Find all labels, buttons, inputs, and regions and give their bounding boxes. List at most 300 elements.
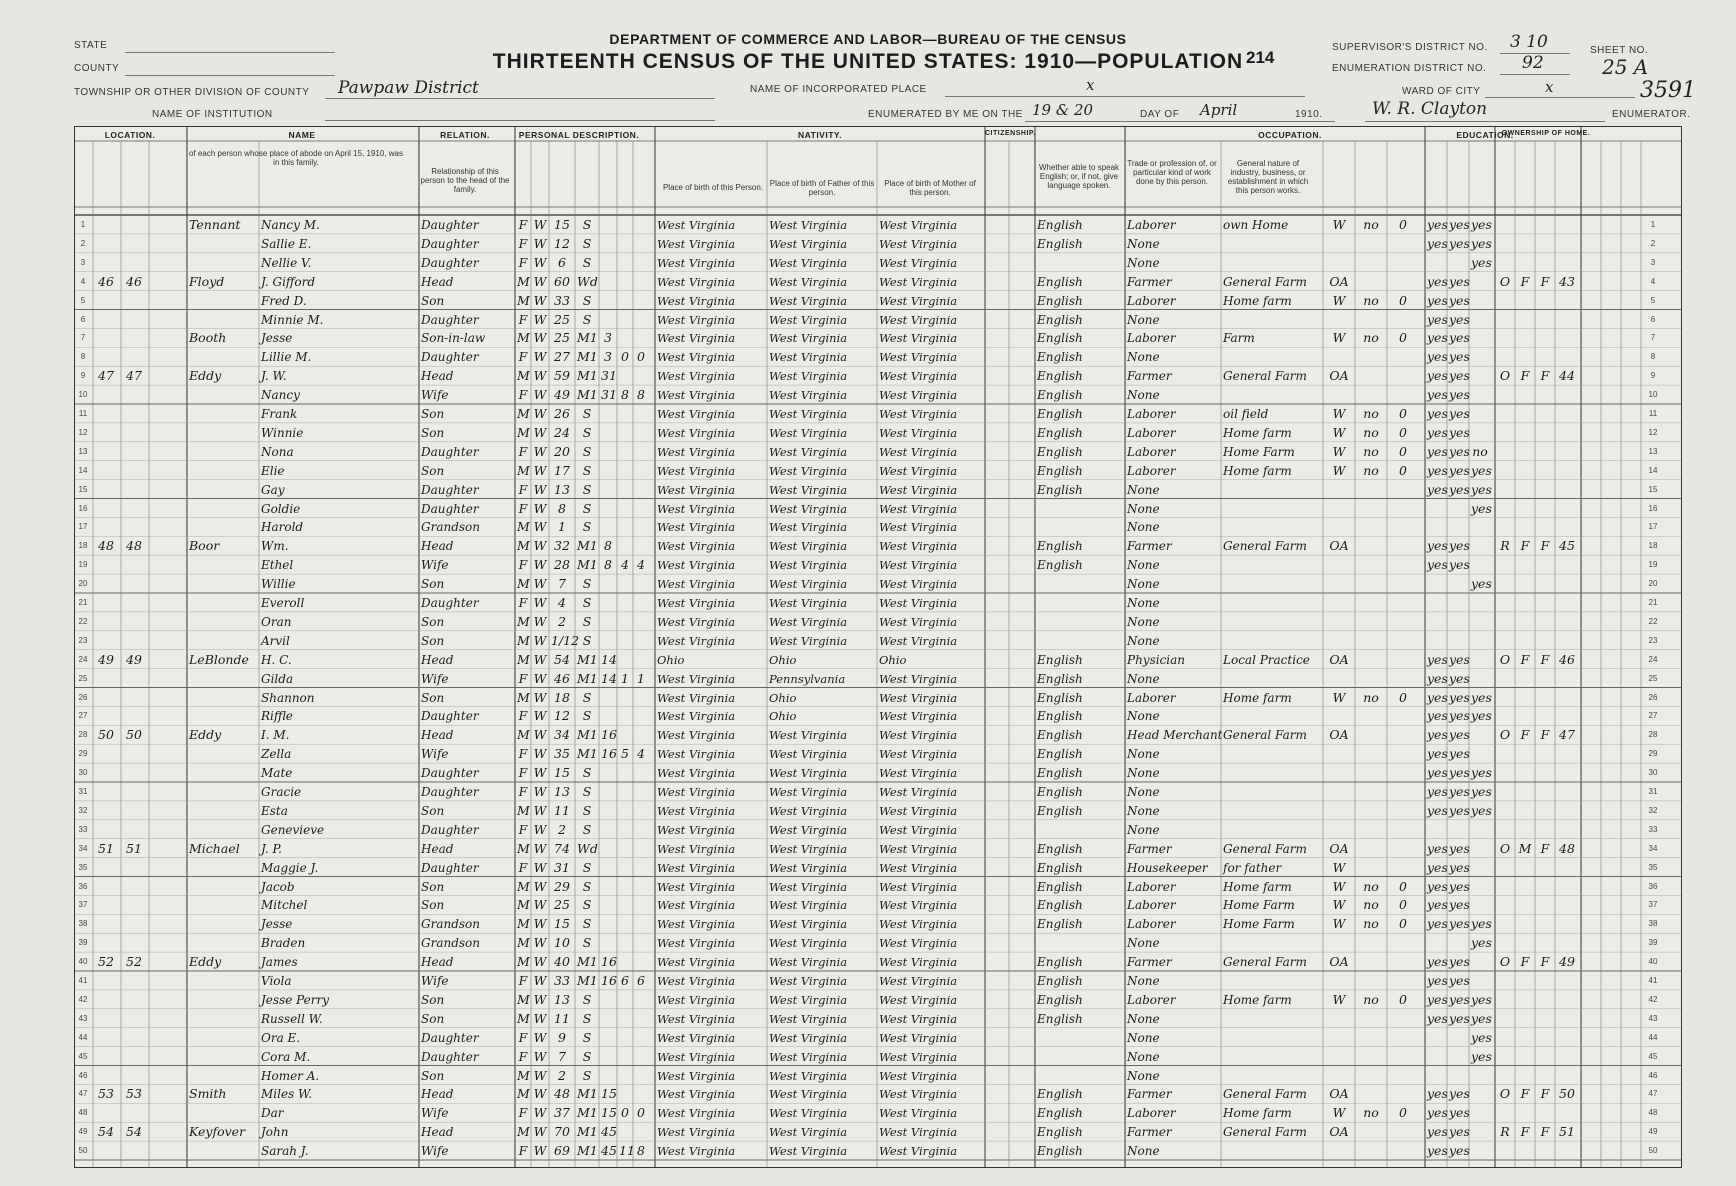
cell-dw bbox=[95, 1010, 117, 1028]
cell-fam bbox=[123, 556, 145, 574]
cell-fbp: West Virginia bbox=[769, 482, 848, 497]
line-number: 41 bbox=[78, 976, 88, 985]
cell-sex: F bbox=[518, 235, 528, 251]
cell-sex: F bbox=[518, 821, 528, 837]
table-row bbox=[75, 462, 1681, 480]
cell-given: Zella bbox=[261, 747, 292, 762]
cell-given: Nancy bbox=[261, 388, 300, 403]
cell-write bbox=[1449, 821, 1467, 839]
cell-read: yes bbox=[1427, 217, 1448, 232]
cell-bp: West Virginia bbox=[657, 369, 736, 384]
cell-fbp: West Virginia bbox=[769, 860, 848, 875]
cell-oow bbox=[1357, 764, 1385, 782]
cell-write: yes bbox=[1449, 991, 1470, 1007]
cell-race: W bbox=[533, 557, 547, 573]
cell-surname bbox=[189, 764, 255, 782]
cell-yrs: 16 bbox=[601, 746, 617, 762]
cell-surname bbox=[189, 934, 255, 952]
cell-ch2 bbox=[635, 783, 647, 801]
cell-fh bbox=[1537, 348, 1553, 366]
cell-sch bbox=[1471, 896, 1489, 914]
cell-read: yes bbox=[1427, 973, 1448, 988]
cell-mf bbox=[1517, 1067, 1533, 1085]
cell-own bbox=[1497, 462, 1513, 480]
table-row bbox=[75, 254, 1681, 272]
cell-sch_no bbox=[1557, 670, 1577, 688]
cell-given: Lillie M. bbox=[261, 350, 312, 365]
ward-label: WARD OF CITY bbox=[1402, 86, 1481, 97]
cell-sex: F bbox=[518, 765, 528, 781]
cell-trade: None bbox=[1127, 1049, 1160, 1064]
cell-wk bbox=[1389, 651, 1417, 669]
cell-fh bbox=[1537, 594, 1553, 612]
cell-sex: M bbox=[517, 897, 530, 913]
cell-mbp: West Virginia bbox=[879, 369, 958, 384]
cell-rel: Son bbox=[421, 577, 445, 592]
cell-ch1 bbox=[619, 896, 631, 914]
cell-dw bbox=[95, 443, 117, 461]
cell-ch2 bbox=[635, 896, 647, 914]
cell-emp: W bbox=[1332, 462, 1346, 478]
cell-trade: None bbox=[1127, 936, 1160, 951]
cell-emp: W bbox=[1332, 443, 1346, 459]
cell-rel: Daughter bbox=[421, 822, 479, 837]
cell-bp: West Virginia bbox=[657, 803, 736, 818]
cell-mf bbox=[1517, 481, 1533, 499]
cell-sch_no bbox=[1557, 783, 1577, 801]
cell-sex: M bbox=[517, 632, 530, 648]
cell-fbp: West Virginia bbox=[769, 407, 848, 421]
cell-given: Gay bbox=[261, 482, 285, 497]
cell-sch_no bbox=[1557, 1104, 1577, 1122]
cell-emp: OA bbox=[1329, 1086, 1349, 1102]
table-row bbox=[75, 802, 1681, 820]
cell-ms: M1 bbox=[577, 538, 598, 554]
cell-wk bbox=[1389, 953, 1417, 971]
cell-bp: West Virginia bbox=[657, 841, 736, 856]
cell-mbp: West Virginia bbox=[879, 690, 958, 705]
cell-mf bbox=[1517, 348, 1533, 366]
cell-age: 2 bbox=[558, 613, 566, 629]
cell-ind: Home farm bbox=[1223, 879, 1292, 894]
cell-ind bbox=[1223, 481, 1319, 499]
cell-trade: None bbox=[1127, 350, 1160, 365]
cell-mf bbox=[1517, 915, 1533, 933]
line-number-right: 1 bbox=[1650, 220, 1656, 229]
cell-ch2: 1 bbox=[637, 670, 645, 686]
cell-ch2 bbox=[635, 1123, 647, 1141]
ward-value: x bbox=[1545, 78, 1554, 96]
table-row bbox=[75, 367, 1681, 385]
cell-ind: own Home bbox=[1223, 218, 1289, 232]
cell-emp bbox=[1325, 1029, 1353, 1047]
cell-trade: Laborer bbox=[1127, 690, 1176, 705]
cell-surname bbox=[189, 896, 255, 914]
cell-lang: English bbox=[1037, 293, 1083, 308]
cell-ch2 bbox=[635, 651, 647, 669]
cell-write: yes bbox=[1449, 1124, 1470, 1140]
cell-rel: Head bbox=[421, 369, 454, 384]
cell-race: W bbox=[533, 292, 547, 308]
cell-lang: English bbox=[1037, 898, 1083, 913]
cell-fh bbox=[1537, 235, 1553, 253]
cell-dw bbox=[95, 386, 117, 404]
cell-bp: West Virginia bbox=[657, 293, 736, 308]
cell-age: 28 bbox=[554, 557, 570, 573]
cell-given: Ora E. bbox=[261, 1030, 301, 1045]
cell-fam bbox=[123, 915, 145, 933]
cell-surname bbox=[189, 405, 255, 423]
line-number-right: 7 bbox=[1650, 333, 1656, 343]
cell-ind bbox=[1223, 764, 1319, 782]
cell-given: Goldie bbox=[261, 501, 301, 516]
cell-fam bbox=[123, 386, 145, 404]
cell-own bbox=[1497, 745, 1513, 763]
cell-yrs bbox=[601, 1029, 615, 1047]
cell-age: 37 bbox=[554, 1105, 570, 1121]
cell-yrs bbox=[601, 632, 615, 650]
cell-mbp: West Virginia bbox=[879, 482, 958, 497]
cell-surname bbox=[189, 235, 255, 253]
cell-oow bbox=[1357, 537, 1385, 555]
cell-surname bbox=[189, 783, 255, 801]
line-number-right: 33 bbox=[1648, 824, 1658, 834]
cell-read: yes bbox=[1427, 349, 1448, 365]
cell-ch1 bbox=[619, 934, 631, 952]
cell-yrs: 16 bbox=[601, 727, 617, 743]
cell-oow: no bbox=[1363, 1105, 1379, 1121]
cell-mbp: West Virginia bbox=[879, 350, 958, 365]
cell-mf bbox=[1517, 1142, 1533, 1160]
table-row bbox=[75, 1123, 1681, 1141]
cell-sch: yes bbox=[1471, 991, 1492, 1007]
cell-fh bbox=[1537, 972, 1553, 990]
cell-ch1 bbox=[619, 1048, 631, 1066]
cell-wk: 0 bbox=[1399, 878, 1407, 894]
cell-dw: 54 bbox=[98, 1124, 114, 1140]
cell-read: yes bbox=[1427, 689, 1448, 705]
line-number-right: 10 bbox=[1648, 390, 1658, 400]
table-row bbox=[75, 481, 1681, 499]
cell-fam bbox=[123, 859, 145, 877]
cell-own bbox=[1497, 915, 1513, 933]
cell-fam bbox=[123, 500, 145, 518]
cell-trade: Head Merchant bbox=[1127, 728, 1223, 743]
cell-mf bbox=[1517, 216, 1533, 234]
line-number-right: 48 bbox=[1648, 1108, 1658, 1118]
cell-rel: Head bbox=[421, 955, 454, 970]
cell-age: 26 bbox=[554, 406, 570, 421]
cell-sch_no: 50 bbox=[1559, 1086, 1575, 1102]
cell-bp: West Virginia bbox=[657, 444, 736, 459]
cell-fh bbox=[1537, 1010, 1553, 1028]
cell-sch bbox=[1471, 1142, 1489, 1160]
cell-race: W bbox=[533, 973, 547, 988]
cell-race: W bbox=[533, 954, 547, 970]
cell-surname bbox=[189, 821, 255, 839]
cell-fam bbox=[123, 821, 145, 839]
cell-age: 27 bbox=[554, 349, 570, 365]
cell-mbp: West Virginia bbox=[879, 425, 958, 440]
cell-age: 15 bbox=[554, 765, 570, 781]
cell-oow bbox=[1357, 235, 1385, 253]
cell-own bbox=[1497, 1142, 1513, 1160]
cell-surname bbox=[189, 443, 255, 461]
cell-trade: None bbox=[1127, 747, 1160, 762]
cell-yrs: 16 bbox=[601, 973, 617, 988]
cell-ch1 bbox=[619, 235, 631, 253]
cell-surname bbox=[189, 613, 255, 631]
line-number-right: 47 bbox=[1648, 1089, 1658, 1099]
cell-sch bbox=[1471, 670, 1489, 688]
cell-ch1 bbox=[619, 1010, 631, 1028]
cell-lang: English bbox=[1037, 860, 1083, 875]
institution-label: NAME OF INSTITUTION bbox=[152, 109, 273, 120]
cell-lang: English bbox=[1037, 463, 1083, 478]
cell-dw bbox=[95, 878, 117, 896]
cell-fam bbox=[123, 1067, 145, 1085]
cell-oow bbox=[1357, 613, 1385, 631]
cell-wk bbox=[1389, 273, 1417, 291]
cell-lang bbox=[1037, 575, 1121, 593]
cell-ch2 bbox=[635, 1048, 647, 1066]
cell-bp: West Virginia bbox=[657, 671, 736, 686]
cell-surname bbox=[189, 594, 255, 612]
cell-ind: General Farm bbox=[1223, 841, 1307, 856]
table-row bbox=[75, 556, 1681, 574]
cell-dw bbox=[95, 254, 117, 272]
cell-ch1 bbox=[619, 651, 631, 669]
cell-sex: F bbox=[518, 349, 528, 365]
cell-fh bbox=[1537, 500, 1553, 518]
cell-dw bbox=[95, 707, 117, 725]
cell-ms: S bbox=[582, 708, 592, 724]
cell-surname: LeBlonde bbox=[189, 651, 249, 667]
cell-rel: Son bbox=[421, 407, 445, 421]
cell-ms: Wd bbox=[577, 273, 598, 289]
line-number-right: 17 bbox=[1648, 522, 1658, 532]
cell-ch2 bbox=[635, 1085, 647, 1103]
cell-race: W bbox=[533, 632, 547, 648]
cell-fh bbox=[1537, 632, 1553, 650]
cell-mf: F bbox=[1520, 273, 1530, 289]
table-row bbox=[75, 1010, 1681, 1028]
cell-write: yes bbox=[1449, 973, 1470, 988]
cell-sch_no bbox=[1557, 613, 1577, 631]
cell-yrs bbox=[601, 689, 615, 707]
cell-sex: F bbox=[518, 217, 528, 232]
cell-own bbox=[1497, 1067, 1513, 1085]
cell-ind bbox=[1223, 632, 1319, 650]
cell-lang: English bbox=[1037, 671, 1083, 686]
cell-trade: None bbox=[1127, 822, 1160, 837]
cell-wk bbox=[1389, 235, 1417, 253]
cell-sch bbox=[1471, 537, 1489, 555]
cell-dw: 51 bbox=[98, 840, 114, 856]
cell-fbp: West Virginia bbox=[769, 444, 848, 459]
cell-wk bbox=[1389, 1029, 1417, 1047]
cell-ms: S bbox=[582, 406, 592, 421]
cell-read: yes bbox=[1427, 1143, 1448, 1159]
cell-given: Willie bbox=[261, 577, 296, 592]
cell-mbp: West Virginia bbox=[879, 1106, 958, 1121]
cell-mbp: West Virginia bbox=[879, 218, 958, 232]
cell-oow bbox=[1357, 575, 1385, 593]
cell-mbp: West Virginia bbox=[879, 407, 958, 421]
cell-fh bbox=[1537, 424, 1553, 442]
cell-emp bbox=[1325, 1048, 1353, 1066]
cell-fbp: West Virginia bbox=[769, 501, 848, 516]
cell-sch_no bbox=[1557, 764, 1577, 782]
cell-trade: Laborer bbox=[1127, 917, 1176, 932]
cell-bp: West Virginia bbox=[657, 614, 736, 629]
cell-mf bbox=[1517, 405, 1533, 423]
cell-dw bbox=[95, 329, 117, 347]
cell-trade: Farmer bbox=[1127, 1125, 1172, 1140]
cell-mf: M bbox=[1518, 840, 1532, 856]
enumerated-label: ENUMERATED BY ME ON THE bbox=[868, 109, 1023, 120]
sheet-label: SHEET NO. bbox=[1590, 45, 1649, 56]
cell-fam bbox=[123, 783, 145, 801]
cell-bp: West Virginia bbox=[657, 274, 736, 289]
cell-ch1 bbox=[619, 915, 631, 933]
cell-yrs bbox=[601, 443, 615, 461]
cell-fbp: West Virginia bbox=[769, 766, 848, 781]
cell-own bbox=[1497, 235, 1513, 253]
cell-oow bbox=[1357, 745, 1385, 763]
township-value: Pawpaw District bbox=[338, 78, 479, 98]
cell-ms: S bbox=[582, 1067, 592, 1083]
cell-fbp: West Virginia bbox=[769, 596, 848, 610]
cell-sch bbox=[1471, 726, 1489, 744]
cell-age: 1/12 bbox=[551, 632, 580, 648]
cell-fbp: West Virginia bbox=[769, 936, 848, 951]
cell-sex: M bbox=[517, 406, 530, 421]
cell-fbp: West Virginia bbox=[769, 614, 848, 629]
cell-own bbox=[1497, 896, 1513, 914]
cell-ch2 bbox=[635, 915, 647, 933]
cell-fam bbox=[123, 707, 145, 725]
cell-ch1 bbox=[619, 1085, 631, 1103]
cell-oow bbox=[1357, 707, 1385, 725]
cell-given: J. W. bbox=[261, 369, 287, 384]
cell-sch: yes bbox=[1471, 462, 1492, 478]
cell-wk bbox=[1389, 840, 1417, 858]
cell-mbp: West Virginia bbox=[879, 236, 958, 251]
cell-dw bbox=[95, 783, 117, 801]
cell-sch_no bbox=[1557, 329, 1577, 347]
cell-fh bbox=[1537, 707, 1553, 725]
cell-fh bbox=[1537, 1104, 1553, 1122]
cell-write: yes bbox=[1449, 670, 1470, 686]
cell-emp bbox=[1325, 556, 1353, 574]
cell-fh: F bbox=[1540, 538, 1550, 554]
cell-fbp: West Virginia bbox=[769, 1125, 848, 1140]
cell-sch: yes bbox=[1471, 576, 1492, 592]
cell-bp: West Virginia bbox=[657, 690, 736, 705]
cell-fam bbox=[123, 443, 145, 461]
table-row bbox=[75, 1048, 1681, 1066]
line-number: 16 bbox=[78, 503, 88, 513]
line-number: 31 bbox=[78, 787, 88, 796]
cell-mf bbox=[1517, 802, 1533, 820]
cell-rel: Son bbox=[421, 614, 445, 629]
cell-oow bbox=[1357, 254, 1385, 272]
cell-fh bbox=[1537, 575, 1553, 593]
cell-surname bbox=[189, 745, 255, 763]
cell-fam bbox=[123, 972, 145, 990]
cell-rel: Son bbox=[421, 803, 445, 818]
cell-mf bbox=[1517, 518, 1533, 536]
cell-yrs bbox=[601, 859, 615, 877]
cell-emp bbox=[1325, 764, 1353, 782]
line-number-right: 34 bbox=[1648, 843, 1658, 853]
cell-age: 59 bbox=[554, 368, 570, 384]
cell-ms: S bbox=[582, 254, 592, 270]
cell-sch bbox=[1471, 292, 1489, 310]
cell-bp: West Virginia bbox=[657, 709, 736, 724]
cell-ch1 bbox=[619, 254, 631, 272]
cell-age: 25 bbox=[554, 897, 570, 913]
cell-bp: West Virginia bbox=[657, 766, 736, 781]
line-number-right: 16 bbox=[1648, 503, 1658, 513]
cell-fh bbox=[1537, 443, 1553, 461]
cell-ch1 bbox=[619, 273, 631, 291]
cell-bp: West Virginia bbox=[657, 577, 736, 592]
cell-bp: Ohio bbox=[657, 652, 685, 667]
cell-mf bbox=[1517, 689, 1533, 707]
cell-lang: English bbox=[1037, 218, 1083, 232]
cell-bp: West Virginia bbox=[657, 728, 736, 743]
cell-sch bbox=[1471, 745, 1489, 763]
cell-sex: F bbox=[518, 784, 528, 799]
cell-rel: Son bbox=[421, 633, 445, 648]
cell-yrs bbox=[601, 934, 615, 952]
cell-read: yes bbox=[1427, 462, 1448, 478]
cell-trade: Laborer bbox=[1127, 218, 1176, 232]
cell-fam bbox=[123, 292, 145, 310]
group-relation: RELATION. bbox=[440, 130, 490, 140]
cell-ch2 bbox=[635, 424, 647, 442]
cell-fh bbox=[1537, 1029, 1553, 1047]
cell-ch2 bbox=[635, 802, 647, 820]
cell-wk: 0 bbox=[1399, 443, 1407, 459]
cell-mf bbox=[1517, 613, 1533, 631]
cell-sex: M bbox=[517, 689, 530, 705]
cell-race: W bbox=[533, 1124, 547, 1140]
cell-trade: Laborer bbox=[1127, 331, 1176, 346]
cell-sch_no bbox=[1557, 1067, 1577, 1085]
cell-ms: M1 bbox=[577, 368, 598, 384]
cell-surname bbox=[189, 518, 255, 536]
cell-given: James bbox=[261, 955, 298, 970]
table-row bbox=[75, 972, 1681, 990]
cell-fh bbox=[1537, 1048, 1553, 1066]
cell-ch1: 6 bbox=[621, 973, 629, 988]
cell-ind bbox=[1223, 311, 1319, 329]
cell-sch_no: 45 bbox=[1559, 538, 1575, 554]
cell-fbp: Ohio bbox=[769, 709, 797, 724]
cell-mbp: West Virginia bbox=[879, 501, 958, 516]
cell-emp bbox=[1325, 821, 1353, 839]
cell-bp: West Virginia bbox=[657, 218, 736, 232]
line-number-right: 43 bbox=[1648, 1013, 1658, 1023]
day-of-label: DAY OF bbox=[1140, 109, 1180, 120]
cell-sch_no bbox=[1557, 216, 1577, 234]
cell-sex: F bbox=[518, 443, 528, 459]
line-number: 28 bbox=[78, 730, 88, 740]
cell-dw bbox=[95, 934, 117, 952]
